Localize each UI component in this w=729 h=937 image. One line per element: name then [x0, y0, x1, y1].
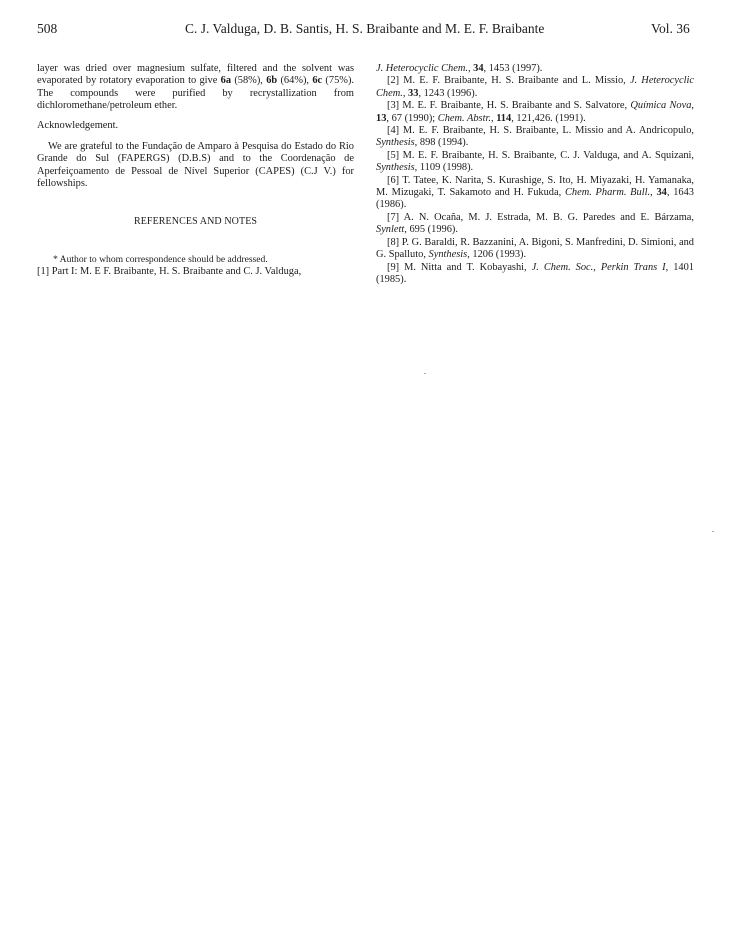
reference-7: [7] A. N. Ocaña, M. J. Estrada, M. B. G. Paredes and E. Bárzama, Synlett, 695 (1996). [376, 211, 694, 236]
reference-1: [1] Part I: M. E F. Braibante, H. S. Braibante and C. J. Valduga, [37, 266, 302, 278]
reference-6: [6] T. Tatee, K. Narita, S. Kurashige, S. Ito, H. Miyazaki, H. Yamanaka, M. Mizugaki, T. Sakamoto and H. Fukuda, Chem. Pharm. Bull., 34, 1643 (1986). [376, 174, 694, 211]
right-column [376, 63, 694, 286]
reference-9: [9] M. Nitta and T. Kobayashi, J. Chem. Soc., Perkin Trans I, 1401 (1985). [376, 261, 694, 285]
compound-6a: 6a [220, 75, 232, 87]
experimental-paragraph: layer was dried over magnesium sulfate, filtered and the solvent was evaporated by rotatory evaporation to give 6a (58%), 6b (64%), 6c (75%). The compounds were purified by recrystallization from dichloromethane/petroleum ether. [37, 63, 354, 112]
reference-1-continued: J. Heterocyclic Chem., 34, 1453 (1997). [376, 63, 543, 74]
scan-speck [712, 531, 714, 532]
scan-speck [424, 373, 426, 374]
page-header [0, 21, 729, 41]
acknowledgement-heading: Acknowledgement. [37, 119, 119, 131]
correspondence-note: * Author to whom correspondence should be addressed. [53, 254, 268, 266]
acknowledgement-text: We are grateful to the Fundação de Amparo à Pesquisa do Estado do Rio Grande do Sul (FAPERGS) (D.B.S) and to the Coordenação de Aperfeiçoamento de Pessoal de Nível Superior (CAPES) (C.J V.) for fellowships. [37, 141, 354, 190]
compound-6b: 6b [266, 75, 278, 87]
running-head-authors: C. J. Valduga, D. B. Santis, H. S. Braibante and M. E. F. Braibante [185, 21, 545, 36]
reference-4: [4] M. E. F. Braibante, H. S. Braibante, L. Missio and A. Andricopulo, Synthesis, 898 (1994). [376, 125, 694, 149]
left-column [37, 63, 354, 279]
reference-2: [2] M. E. F. Braibante, H. S. Braibante and L. Missio, J. Heterocyclic Chem., 33, 1243 (1996). [376, 75, 694, 99]
reference-5: [5] M. E. F. Braibante, H. S. Braibante, C. J. Valduga, and A. Squizani, Synthesis, 1109 (1998). [376, 149, 694, 174]
references-heading: REFERENCES AND NOTES [133, 215, 258, 227]
reference-8: [8] P. G. Baraldi, R. Bazzanini, A. Bigoni, S. Manfredini, D. Simioni, and G. Spalluto, Synthesis, 1206 (1993). [376, 236, 694, 261]
reference-3: [3] M. E. F. Braibante, H. S. Braibante and S. Salvatore, Química Nova, 13, 67 (1990); Chem. Abstr., 114, 121,426. (1991). [376, 100, 694, 124]
compound-6c: 6c [312, 75, 323, 87]
volume-label: Vol. 36 [651, 21, 690, 36]
page-number: 508 [37, 21, 58, 36]
